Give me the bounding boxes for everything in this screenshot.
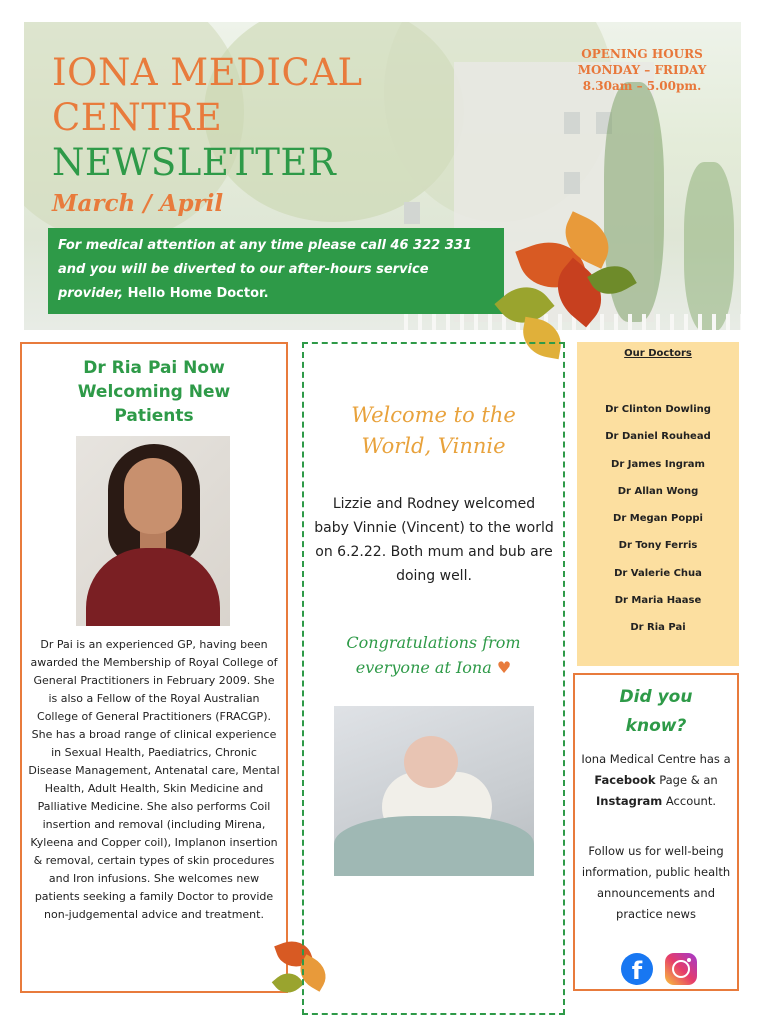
doctor-item: Dr Valerie Chua	[614, 567, 702, 579]
did-you-know-panel	[573, 673, 739, 991]
know-text-b: Page & an	[659, 773, 718, 787]
newsletter-title	[52, 50, 363, 185]
congrats-text	[304, 630, 563, 680]
heart-icon: ♥	[496, 658, 512, 677]
doctor-item: Dr James Ingram	[611, 458, 705, 470]
dr-pai-photo	[76, 436, 230, 626]
instagram-dot	[687, 958, 691, 962]
vinnie-body: Lizzie and Rodney welcomed baby Vinnie (Vincent) to the world on 6.2.22. Both mum and bub are doing well.	[314, 496, 554, 584]
instagram-icon[interactable]	[665, 953, 697, 985]
know-text-c: Account.	[665, 794, 716, 808]
know-text-a: Iona Medical Centre has a	[581, 752, 731, 766]
window-shape	[564, 172, 580, 194]
dr-pai-body: Dr Pai is an experienced GP, having been awarded the Membership of Royal College of General Practitioners in February 2009. She is also a Fellow of the Royal Australian College of General Practitioners (FRACGP). She has a broad range of clinical experience in Sexual Health, Paediatrics, Chronic Disease Management, Antenatal care, Mental Health, Adult Health, Skin Medicine and Palliative Medicine. She also performs Coil insertion and removal (including Mirena, Kyleena and Copper coil), Implanon insertion & removal, certain types of skin procedures and Iron infusions. She welcomes new patients seeking a family Doctor to provide non-judgemental advice and treatment.	[28, 638, 280, 921]
doctor-item: Dr Allan Wong	[617, 485, 699, 497]
title-line-2: CENTRE	[52, 96, 223, 139]
vinnie-heading: Welcome to the World, Vinnie	[351, 403, 516, 458]
dr-pai-article	[20, 342, 288, 993]
facebook-icon[interactable]: f	[621, 953, 653, 985]
instagram-label: Instagram	[596, 794, 663, 808]
doctor-item: Dr Maria Haase	[614, 595, 702, 607]
hours-line-2: MONDAY – FRIDAY	[577, 63, 707, 77]
opening-hours	[560, 46, 724, 94]
congrats-message: Congratulations from everyone at Iona	[346, 633, 521, 677]
doctors-list	[577, 402, 739, 648]
social-icons	[621, 953, 701, 987]
doctor-item: Dr Clinton Dowling	[605, 404, 711, 415]
facebook-label: Facebook	[594, 773, 656, 787]
our-doctors-panel	[577, 342, 739, 666]
banner-provider: Hello Home Doctor.	[127, 286, 269, 301]
follow-us-text: Follow us for well-being information, public health announcements and practice news	[581, 844, 731, 921]
did-you-know-heading: Did you know?	[619, 687, 693, 736]
vinnie-article	[302, 342, 565, 1015]
baby-photo	[334, 706, 534, 876]
doctor-item: Dr Tony Ferris	[618, 540, 698, 552]
doctors-heading: Our Doctors	[624, 348, 692, 359]
hours-line-3: 8.30am – 5.00pm.	[582, 79, 702, 93]
after-hours-banner	[48, 228, 504, 314]
instagram-ring	[672, 960, 690, 978]
doctor-item: Dr Megan Poppi	[613, 513, 703, 525]
baby-blanket	[334, 816, 534, 876]
baby-head	[404, 736, 458, 788]
hours-line-1: OPENING HOURS	[581, 47, 703, 61]
doctor-item: Dr Daniel Rouhead	[605, 431, 711, 443]
tree-shape	[684, 162, 734, 330]
newsletter-subtitle: March / April	[52, 190, 224, 217]
banner-text: For medical attention at any time please call 46 322 331 and you will be diverted to our after-hours service provider,	[58, 238, 472, 301]
title-line-1: IONA MEDICAL	[52, 51, 363, 94]
title-line-3: NEWSLETTER	[52, 141, 337, 184]
window-shape	[564, 112, 580, 134]
dr-pai-heading: Dr Ria Pai Now Welcoming New Patients	[77, 358, 231, 426]
doctor-item: Dr Ria Pai	[630, 622, 686, 634]
photo-face	[124, 458, 182, 534]
window-shape	[404, 202, 420, 224]
social-media-text	[581, 749, 731, 812]
photo-body	[86, 548, 220, 626]
